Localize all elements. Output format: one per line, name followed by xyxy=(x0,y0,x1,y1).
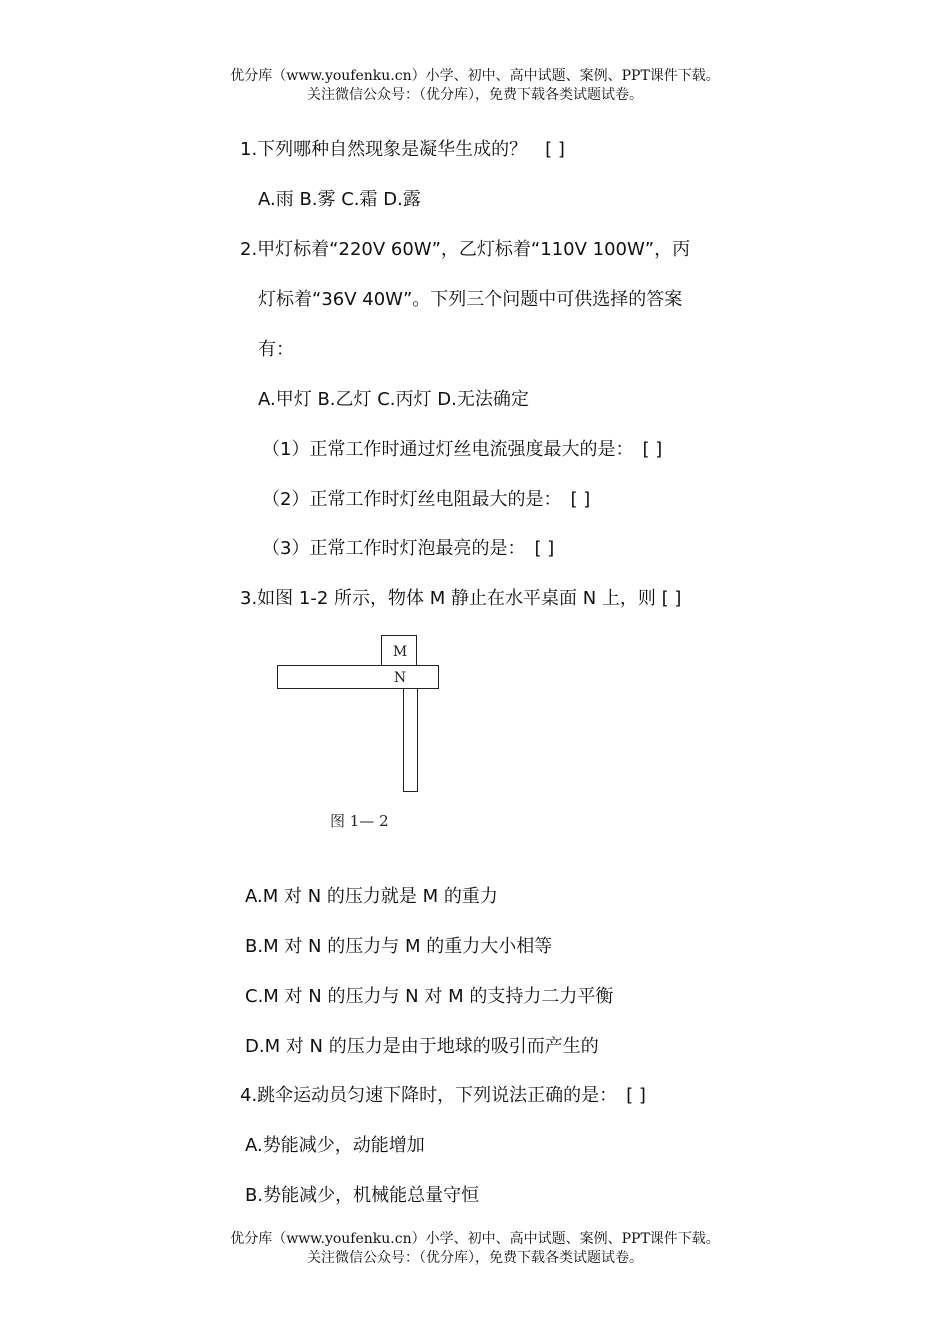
q3-option-b: B.M 对 N 的压力与 M 的重力大小相等 xyxy=(245,936,553,957)
q4-option-b: B.势能减少，机械能总量守恒 xyxy=(245,1185,480,1206)
q1-options: A.雨 B.雾 C.霜 D.露 xyxy=(258,189,421,210)
footer-line-2: 关注微信公众号：（优分库），免费下载各类试题试卷。 xyxy=(307,1250,643,1266)
q2-sub3: （3）正常工作时灯泡最亮的是： [ ] xyxy=(262,538,555,559)
q2-stem-line1: 2.甲灯标着“220V 60W”，乙灯标着“110V 100W”，丙 xyxy=(240,239,691,260)
header-line-2: 关注微信公众号：（优分库），免费下载各类试题试卷。 xyxy=(307,87,643,103)
label-n: N xyxy=(393,670,407,686)
q3-stem: 3.如图 1-2 所示，物体 M 静止在水平桌面 N 上，则 [ ] xyxy=(240,588,682,609)
q2-stem-line2: 灯标着“36V 40W”。下列三个问题中可供选择的答案 xyxy=(258,289,683,310)
q4-stem: 4.跳伞运动员匀速下降时，下列说法正确的是： [ ] xyxy=(240,1085,646,1106)
q4-option-a: A.势能减少，动能增加 xyxy=(245,1135,425,1156)
figure-caption: 图 1— 2 xyxy=(330,812,389,830)
q2-stem-line3: 有： xyxy=(258,339,294,360)
q2-sub2: （2）正常工作时灯丝电阻最大的是： [ ] xyxy=(262,489,591,510)
figure-1-2 xyxy=(270,630,460,840)
footer-line-1: 优分库（www.youfenku.cn）小学、初中、高中试题、案例、PPT课件下载。 xyxy=(230,1231,720,1247)
q2-options: A.甲灯 B.乙灯 C.丙灯 D.无法确定 xyxy=(258,389,529,410)
header-line-1: 优分库（www.youfenku.cn）小学、初中、高中试题、案例、PPT课件下载。 xyxy=(230,68,720,84)
table-top-n xyxy=(278,666,439,689)
q3-option-d: D.M 对 N 的压力是由于地球的吸引而产生的 xyxy=(245,1036,599,1057)
q2-sub1: （1）正常工作时通过灯丝电流强度最大的是： [ ] xyxy=(262,439,663,460)
q1-stem: 1.下列哪种自然现象是凝华生成的？ [ ] xyxy=(240,139,565,160)
q3-option-a: A.M 对 N 的压力就是 M 的重力 xyxy=(245,886,498,907)
label-m: M xyxy=(392,644,408,660)
q3-option-c: C.M 对 N 的压力与 N 对 M 的支持力二力平衡 xyxy=(245,986,614,1007)
table-leg xyxy=(404,689,418,792)
